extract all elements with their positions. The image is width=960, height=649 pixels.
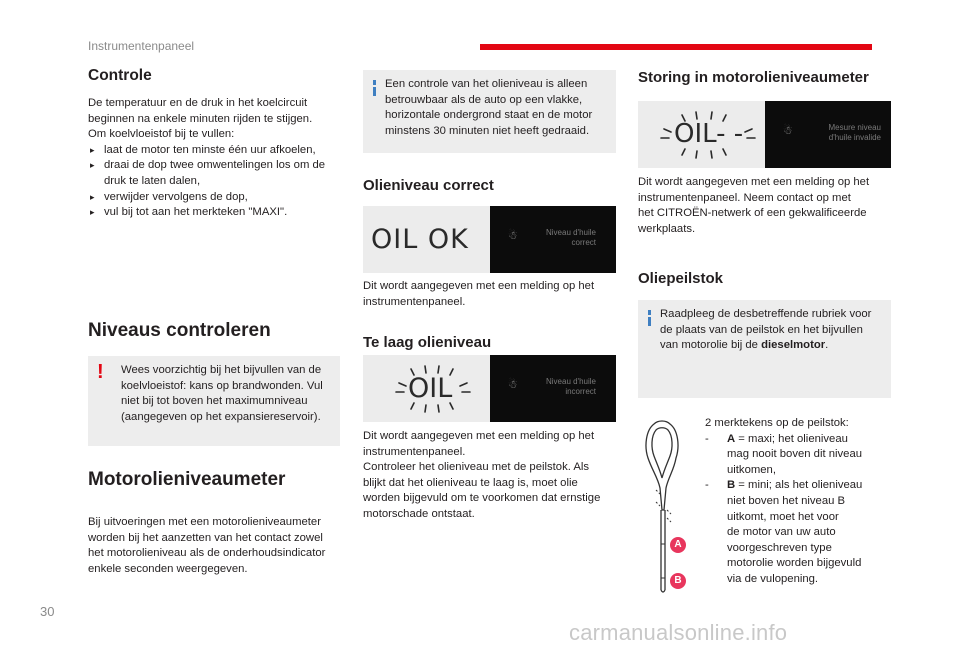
niveaus-title: Niveaus controleren bbox=[88, 320, 271, 341]
info-line: horizontale ondergrond staat en de motor bbox=[385, 109, 593, 122]
warning-note bbox=[88, 356, 340, 446]
controle-intro-line: beginnen na enkele minuten rijden te stijgen. bbox=[88, 112, 313, 125]
motorolie-title: Motorolieniveaumeter bbox=[88, 469, 286, 490]
dipstick-illustration bbox=[640, 418, 700, 596]
display-label: Niveau d'huile correct bbox=[545, 228, 596, 247]
page-number: 30 bbox=[40, 604, 55, 619]
controle-bullet: ▸ vul bij tot aan het merkteken "MAXI". bbox=[88, 205, 325, 221]
oil-can-icon: ☃ bbox=[508, 230, 518, 242]
header-accent-bar bbox=[480, 44, 872, 50]
info-icon bbox=[373, 80, 376, 96]
marker-a: A bbox=[670, 537, 686, 553]
peilstok-note-line: Raadpleeg de desbetreffende rubriek voor bbox=[660, 308, 872, 320]
mark-b-item: - B = mini; als het olieniveau bbox=[705, 479, 863, 492]
correct-text: Dit wordt aangegeven met een melding op het instrumentenpaneel. bbox=[363, 280, 595, 308]
info-note bbox=[363, 70, 616, 153]
info-line: minstens 30 minuten niet heeft gedraaid. bbox=[385, 124, 590, 137]
te-laag-title: Te laag olieniveau bbox=[363, 334, 492, 351]
warning-line: koelvloeistof: kans op brandwonden. Vul bbox=[121, 379, 323, 392]
controle-bullet: ▸ draai de dop twee omwentelingen los om de druk te laten dalen, bbox=[88, 158, 325, 189]
peilstok-note-line: de plaats van de peilstok en het bijvullen bbox=[660, 323, 863, 336]
warning-line: (aangegeven op het expansiereservoir). bbox=[121, 410, 321, 423]
oil-invalid-text: OIL- - bbox=[674, 119, 744, 149]
controle-text bbox=[88, 96, 325, 221]
storing-text: Dit wordt aangegeven met een melding op het instrumentenpaneel. Neem contact op met het CITROËN-netwerk of een gekwalificeerde werkplaats. bbox=[638, 176, 870, 235]
info-line: Een controle van het olieniveau is alleen bbox=[385, 78, 588, 90]
oil-can-icon: ☃ bbox=[508, 379, 518, 391]
controle-bullet: ▸ laat de motor ten minste één uur afkoelen, bbox=[88, 143, 325, 159]
oil-ok-display bbox=[363, 206, 616, 273]
mark-a-item: - A = maxi; het olieniveau bbox=[705, 432, 848, 445]
motorolie-text: Bij uitvoeringen met een motorolieniveaumeter worden bij het aanzetten van het contact zowel het motorolieniveau als de onderhoudsindicator enkele seconden weergegeven. bbox=[88, 516, 326, 575]
peilstok-note bbox=[638, 300, 891, 398]
peilstok-title: Oliepeilstok bbox=[638, 270, 724, 287]
controle-bullet: ▸ verwijder vervolgens de dop, bbox=[88, 190, 325, 206]
peilstok-note-line: van motorolie bij de dieselmotor. bbox=[660, 339, 829, 352]
watermark: carmanualsonline.info bbox=[569, 620, 788, 645]
display-label: Mesure niveau d'huile invalide bbox=[828, 123, 881, 142]
marker-b: B bbox=[670, 573, 686, 589]
controle-intro-line: Om koelvloeistof bij te vullen: bbox=[88, 128, 235, 141]
te-laag-text: Dit wordt aangegeven met een melding op het instrumentenpaneel. Controleer het olieniveau met de peilstok. Als blijkt dat het olieniveau te laag is, moet olie worden bijgevuld om te voorkomen dat ernstige motorschade ontstaat. bbox=[363, 430, 601, 520]
warning-line: Wees voorzichtig bij het bijvullen van de bbox=[121, 364, 322, 376]
controle-title: Controle bbox=[88, 67, 152, 84]
info-line: betrouwbaar als de auto op een vlakke, bbox=[385, 93, 583, 106]
correct-title: Olieniveau correct bbox=[363, 177, 494, 194]
display-label: Niveau d'huile incorrect bbox=[545, 377, 596, 396]
warning-icon: ! bbox=[97, 361, 104, 383]
marks-intro: 2 merktekens op de peilstok: bbox=[705, 417, 849, 429]
oil-ok-text: OIL OK bbox=[371, 224, 469, 255]
section-label: Instrumentenpaneel bbox=[88, 39, 195, 53]
warning-line: niet bij tot boven het maximumniveau bbox=[121, 395, 308, 408]
peilstok-marks: 2 merktekens op de peilstok: - A = maxi; het olieniveau mag nooit boven dit niveau uitkomen, - B = mini; als het olieniveau niet boven het niveau B uitkomt, moet het voor de motor van uw auto voorgeschreven type motorolie worden bijgevuld via de vulopening. bbox=[705, 417, 863, 585]
info-icon bbox=[648, 310, 651, 326]
storing-title: Storing in motorolieniveaumeter bbox=[638, 69, 869, 86]
oil-can-icon: ☃ bbox=[783, 125, 793, 137]
oil-low-display bbox=[363, 355, 616, 422]
controle-intro-line: De temperatuur en de druk in het koelcircuit bbox=[88, 97, 308, 109]
oil-low-text: OIL bbox=[408, 373, 453, 404]
oil-invalid-display bbox=[638, 101, 891, 168]
